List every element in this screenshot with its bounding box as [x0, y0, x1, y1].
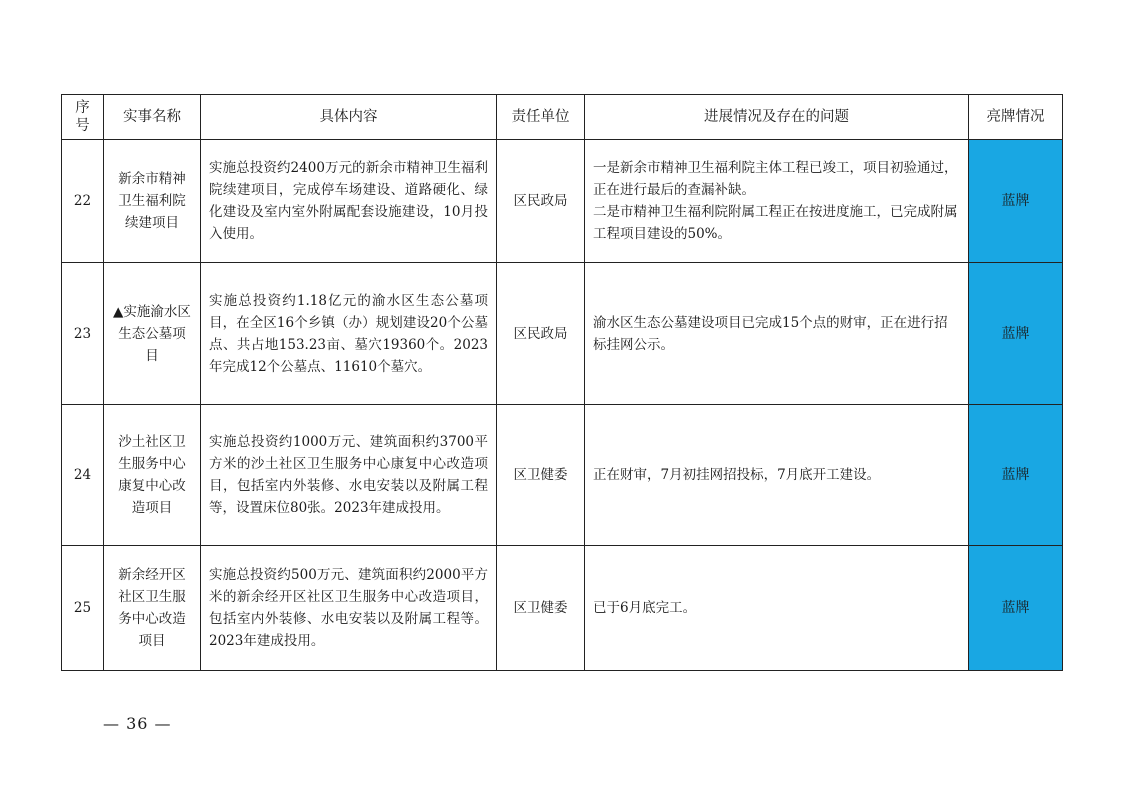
row-project-name: ▲实施渝水区生态公墓项目 [104, 263, 201, 405]
row-content: 实施总投资约500万元、建筑面积约2000平方米的新余经开区社区卫生服务中心改造项目，包括室内外装修、水电安装以及附属工程等。2023年建成投用。 [201, 546, 497, 671]
row-status-badge: 蓝牌 [969, 263, 1063, 405]
header-index-bottom: 号 [75, 118, 90, 134]
header-name: 实事名称 [104, 95, 201, 140]
row-unit: 区民政局 [497, 263, 585, 405]
header-index-top: 序 [75, 100, 90, 116]
projects-table [61, 94, 1063, 671]
row-progress-line: 渝水区生态公墓建设项目已完成15个点的财审，正在进行招标挂网公示。 [593, 314, 948, 353]
row-index: 23 [62, 263, 104, 405]
row-progress-line: 二是市精神卫生福利院附属工程正在按进度施工，已完成附属工程项目建设的50%。 [593, 204, 958, 242]
table-row [62, 140, 1063, 263]
row-unit: 区卫健委 [497, 546, 585, 671]
header-unit: 责任单位 [497, 95, 585, 140]
header-content: 具体内容 [201, 95, 497, 140]
row-progress [585, 405, 969, 546]
table-row [62, 546, 1063, 671]
row-status-badge: 蓝牌 [969, 140, 1063, 263]
row-project-name: 新余市精神卫生福利院续建项目 [104, 140, 201, 263]
header-index [62, 95, 104, 140]
row-index: 25 [62, 546, 104, 671]
row-content: 实施总投资约1.18亿元的渝水区生态公墓项目，在全区16个乡镇（办）规划建设20个公墓点、共占地153.23亩、墓穴19360个。2023年完成12个公墓点、11610个墓穴。 [201, 263, 497, 405]
header-badge: 亮牌情况 [969, 95, 1063, 140]
row-progress [585, 546, 969, 671]
row-status-badge: 蓝牌 [969, 405, 1063, 546]
table-header-row [62, 95, 1063, 140]
row-progress [585, 263, 969, 405]
row-progress [585, 140, 969, 263]
row-index: 24 [62, 405, 104, 546]
row-progress-line: 正在财审，7月初挂网招投标，7月底开工建设。 [593, 467, 881, 483]
table-row [62, 405, 1063, 546]
row-unit: 区民政局 [497, 140, 585, 263]
row-content: 实施总投资约2400万元的新余市精神卫生福利院续建项目，完成停车场建设、道路硬化、绿化建设及室内室外附属配套设施建设，10月投入使用。 [201, 140, 497, 263]
page-number: — 36 — [103, 714, 172, 733]
row-project-name: 沙土社区卫生服务中心康复中心改造项目 [104, 405, 201, 546]
row-status-badge: 蓝牌 [969, 546, 1063, 671]
row-content: 实施总投资约1000万元、建筑面积约3700平方米的沙土社区卫生服务中心康复中心改造项目，包括室内外装修、水电安装以及附属工程等，设置床位80张。2023年建成投用。 [201, 405, 497, 546]
table-row [62, 263, 1063, 405]
row-unit: 区卫健委 [497, 405, 585, 546]
row-index: 22 [62, 140, 104, 263]
row-project-name: 新余经开区社区卫生服务中心改造项目 [104, 546, 201, 671]
row-progress-line: 已于6月底完工。 [593, 600, 697, 616]
row-progress-line: 一是新余市精神卫生福利院主体工程已竣工，项目初验通过，正在进行最后的查漏补缺。 [593, 160, 958, 198]
header-progress: 进展情况及存在的问题 [585, 95, 969, 140]
